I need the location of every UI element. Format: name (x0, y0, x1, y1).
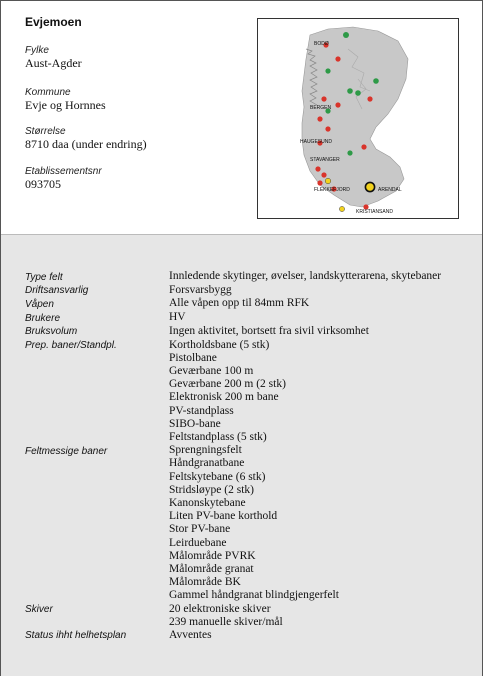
detail-values (169, 284, 232, 298)
detail-value: Sprengningsfelt (169, 444, 242, 457)
detail-value: 20 elektroniske skiver (169, 602, 271, 615)
field-kommune (25, 87, 106, 112)
field-value: 093705 (25, 177, 61, 191)
detail-value: HV (169, 311, 186, 324)
marker-red (335, 102, 340, 107)
map-label-kristiansand: KRISTIANSAND (356, 209, 393, 215)
detail-values (169, 311, 186, 325)
marker-red (321, 96, 326, 101)
map-label-bodo: BODØ (314, 41, 329, 47)
detail-value: Feltskytebane (6 stk) (169, 470, 266, 483)
location-map (257, 18, 459, 219)
detail-value: Geværbane 100 m (169, 364, 254, 377)
detail-value: SIBO-bane (169, 417, 221, 430)
map-label-bergen: BERGEN (310, 105, 332, 111)
detail-value: Alle våpen opp til 84mm RFK (169, 297, 310, 310)
field-value: Aust-Agder (25, 56, 82, 70)
marker-red (317, 116, 322, 121)
detail-value: Målområde granat (169, 562, 254, 575)
detail-key: Status ihht helhetsplan (25, 630, 127, 642)
detail-row (25, 444, 465, 602)
field-label: Størrelse (25, 126, 66, 137)
marker-green (355, 90, 361, 96)
detail-value: Gammel håndgranat blindgjengerfelt (169, 589, 339, 602)
map-label-arendal: ARENDAL (378, 187, 402, 193)
norway-landmass (302, 27, 408, 207)
detail-value: Målområde BK (169, 576, 241, 589)
marker-red (317, 180, 322, 185)
detail-value: Kanonskytebane (169, 496, 246, 509)
field-label: Kommune (25, 87, 71, 98)
norway-map-svg (258, 19, 458, 218)
detail-value: Leirduebane (169, 536, 227, 549)
map-label-stavanger: STAVANGER (310, 157, 340, 163)
marker-red (361, 144, 366, 149)
detail-value: Ingen aktivitet, bortsett fra sivil virksomhet (169, 324, 369, 337)
detail-value: PV-standplass (169, 404, 234, 417)
detail-value: 239 manuelle skiver/mål (169, 615, 283, 628)
detail-row (25, 603, 465, 629)
detail-key: Brukere (25, 312, 61, 324)
detail-row (25, 325, 465, 339)
detail-key: Skiver (25, 604, 53, 616)
marker-red (321, 172, 326, 177)
detail-value: Håndgranatbane (169, 457, 245, 470)
detail-values (169, 325, 369, 339)
marker-red (315, 166, 320, 171)
detail-key: Driftsansvarlig (25, 285, 89, 297)
marker-yellow (325, 178, 331, 184)
field-value: 8710 daa (under endring) (25, 137, 147, 151)
detail-value: Målområde PVRK (169, 549, 256, 562)
detail-values (169, 629, 212, 643)
detail-row (25, 284, 465, 298)
marker-red (335, 56, 340, 61)
detail-values (169, 339, 286, 445)
details-list (25, 270, 465, 643)
marker-green (373, 78, 379, 84)
field-label: Fylke (25, 45, 49, 56)
marker-red (325, 126, 330, 131)
marker-green (347, 150, 352, 155)
detail-value: Feltstandplass (5 stk) (169, 430, 267, 443)
detail-key: Feltmessige baner (25, 445, 108, 457)
detail-values (169, 297, 309, 311)
detail-values (169, 444, 339, 602)
field-storrelse (25, 126, 147, 151)
detail-values (169, 270, 441, 284)
detail-row (25, 297, 465, 311)
detail-key: Våpen (25, 298, 54, 310)
detail-row (25, 270, 465, 284)
detail-values (169, 603, 283, 629)
detail-value: Kortholdsbane (5 stk) (169, 338, 270, 351)
marker-evjemoen-highlight (365, 182, 374, 191)
marker-green (343, 32, 349, 38)
details-section (1, 234, 482, 676)
detail-value: Stridsløype (2 stk) (169, 483, 254, 496)
detail-value: Geværbane 200 m (2 stk) (169, 378, 286, 391)
detail-row (25, 311, 465, 325)
detail-value: Forsvarsbygg (169, 283, 232, 296)
marker-yellow (339, 206, 344, 211)
marker-green (325, 68, 330, 73)
marker-red (367, 96, 372, 101)
header-section (1, 1, 482, 234)
detail-value: Liten PV-bane korthold (169, 510, 278, 523)
field-value: Evje og Hornnes (25, 98, 106, 112)
marker-green (347, 88, 353, 94)
map-label-flekkefjord: FLEKKEFJORD (314, 187, 350, 193)
detail-value: Stor PV-bane (169, 523, 231, 536)
detail-row (25, 339, 465, 445)
map-label-haugesund: HAUGESUND (300, 139, 332, 145)
detail-key: Type felt (25, 271, 63, 283)
detail-key: Prep. baner/Standpl. (25, 340, 117, 352)
field-fylke (25, 45, 82, 70)
detail-key: Bruksvolum (25, 326, 78, 338)
detail-row (25, 629, 465, 643)
detail-value: Innledende skytinger, øvelser, landskytterarena, skytebaner (169, 270, 442, 282)
detail-value: Elektronisk 200 m bane (169, 391, 279, 404)
field-label: Etablissementsnr (25, 166, 102, 177)
page-title: Evjemoen (25, 15, 82, 29)
detail-value: Avventes (169, 628, 212, 641)
field-etablissementsnr (25, 166, 102, 191)
detail-value: Pistolbane (169, 351, 217, 364)
